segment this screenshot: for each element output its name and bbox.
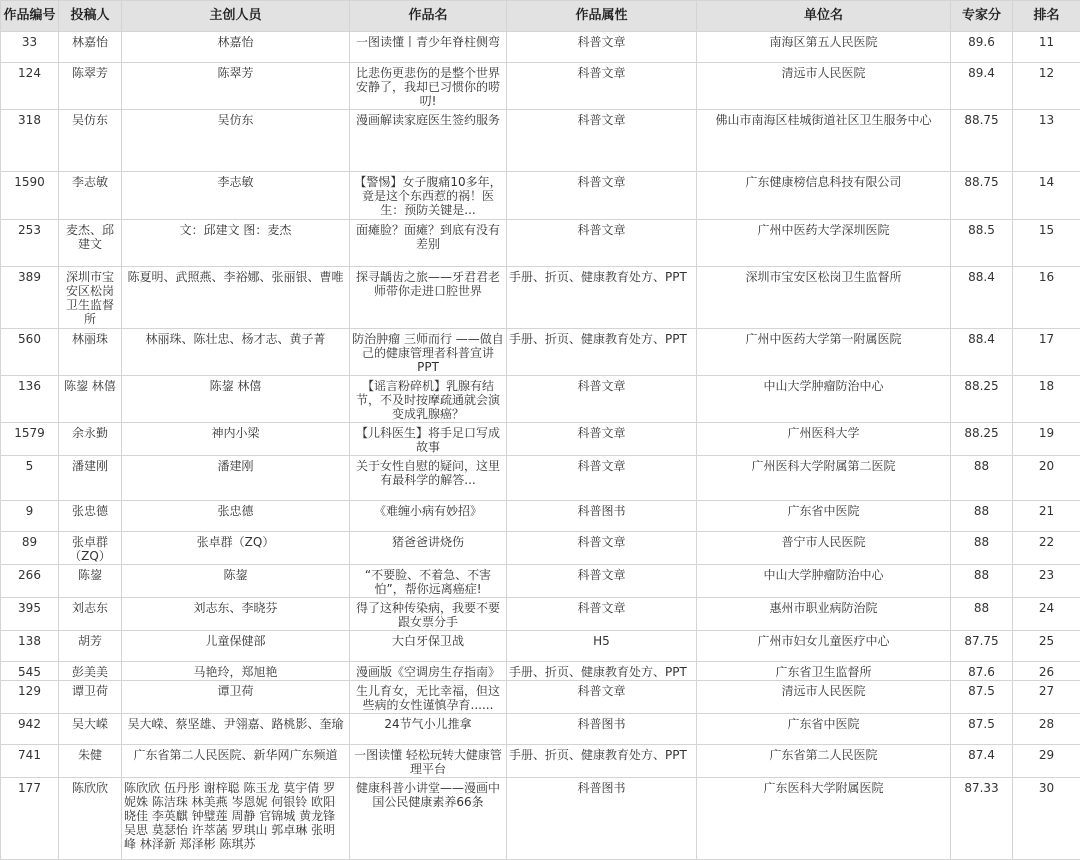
cell-type: 科普文章	[507, 532, 697, 565]
cell-score: 88	[951, 501, 1013, 532]
cell-creators: 广东省第二人民医院、新华网广东频道	[122, 745, 350, 778]
table-row	[1, 32, 1080, 63]
header-id: 作品编号	[1, 1, 59, 32]
table-row	[1, 681, 1080, 714]
cell-unit: 惠州市职业病防治院	[697, 598, 951, 631]
cell-title: 关于女性自慰的疑问，这里有最科学的解答...	[350, 456, 507, 501]
cell-unit: 广州医科大学	[697, 423, 951, 456]
cell-score: 88.25	[951, 376, 1013, 423]
cell-type: 科普文章	[507, 220, 697, 267]
cell-score: 87.75	[951, 631, 1013, 662]
cell-id: 33	[1, 32, 59, 63]
cell-title: 防治肿瘤 三师而行 ——做自己的健康管理者科普宣讲PPT	[350, 329, 507, 376]
cell-rank: 29	[1013, 745, 1080, 778]
cell-rank: 14	[1013, 172, 1080, 220]
cell-type: 科普文章	[507, 456, 697, 501]
cell-title: “不要脸、不着急、不害怕”，帮你远离癌症!	[350, 565, 507, 598]
cell-title: 得了这种传染病，我要不要跟女票分手	[350, 598, 507, 631]
cell-creators: 李志敏	[122, 172, 350, 220]
table-row	[1, 532, 1080, 565]
table-row	[1, 376, 1080, 423]
cell-submitter: 陈鋆 林僖	[59, 376, 122, 423]
header-row	[1, 1, 1080, 32]
cell-type: 科普文章	[507, 172, 697, 220]
cell-score: 88	[951, 565, 1013, 598]
cell-unit: 广州中医药大学深圳医院	[697, 220, 951, 267]
cell-rank: 11	[1013, 32, 1080, 63]
cell-title: 一图读懂 轻松玩转大健康管理平台	[350, 745, 507, 778]
cell-score: 88.5	[951, 220, 1013, 267]
cell-unit: 广东健康榜信息科技有限公司	[697, 172, 951, 220]
cell-unit: 普宁市人民医院	[697, 532, 951, 565]
cell-submitter: 潘建刚	[59, 456, 122, 501]
cell-submitter: 彭美美	[59, 662, 122, 681]
header-score: 专家分	[951, 1, 1013, 32]
cell-rank: 21	[1013, 501, 1080, 532]
cell-creators: 陈鋆	[122, 565, 350, 598]
cell-unit: 中山大学肿瘤防治中心	[697, 565, 951, 598]
cell-type: 科普图书	[507, 501, 697, 532]
cell-type: 科普文章	[507, 110, 697, 172]
cell-rank: 28	[1013, 714, 1080, 745]
cell-type: 科普文章	[507, 565, 697, 598]
cell-id: 741	[1, 745, 59, 778]
header-submitter: 投稿人	[59, 1, 122, 32]
cell-score: 87.33	[951, 778, 1013, 860]
cell-id: 9	[1, 501, 59, 532]
table-row	[1, 714, 1080, 745]
cell-title: 一图读懂丨青少年脊柱侧弯	[350, 32, 507, 63]
cell-unit: 佛山市南海区桂城街道社区卫生服务中心	[697, 110, 951, 172]
cell-submitter: 吴仿东	[59, 110, 122, 172]
cell-title: 24节气小儿推拿	[350, 714, 507, 745]
cell-rank: 22	[1013, 532, 1080, 565]
cell-creators: 林嘉怡	[122, 32, 350, 63]
cell-submitter: 林嘉怡	[59, 32, 122, 63]
table-row	[1, 631, 1080, 662]
cell-unit: 广东省中医院	[697, 501, 951, 532]
cell-score: 87.5	[951, 681, 1013, 714]
cell-creators: 陈欣欣 伍丹彤 谢梓聪 陈玉龙 莫宇倩 罗妮姝 陈洁珠 林美燕 岑恩妮 何银铃 欧阳晓佳 李英麒 钟璧莲 周静 官锦城 黄龙锋 吴思 莫瑟怡 许萃菡 罗琪山 郭卓琳 张明峰 林泽新 郑泽彬 陈琪苏	[122, 778, 350, 860]
cell-id: 138	[1, 631, 59, 662]
cell-type: H5	[507, 631, 697, 662]
cell-score: 87.6	[951, 662, 1013, 681]
cell-rank: 13	[1013, 110, 1080, 172]
cell-id: 253	[1, 220, 59, 267]
table-row	[1, 598, 1080, 631]
cell-submitter: 刘志东	[59, 598, 122, 631]
cell-submitter: 吴大嵘	[59, 714, 122, 745]
cell-unit: 广州市妇女儿童医疗中心	[697, 631, 951, 662]
cell-score: 88	[951, 456, 1013, 501]
cell-type: 手册、折页、健康教育处方、PPT	[507, 267, 697, 329]
cell-id: 942	[1, 714, 59, 745]
cell-id: 124	[1, 63, 59, 110]
cell-title: 面瘫脸？面瘫？到底有没有差别	[350, 220, 507, 267]
cell-type: 手册、折页、健康教育处方、PPT	[507, 329, 697, 376]
cell-rank: 15	[1013, 220, 1080, 267]
cell-rank: 26	[1013, 662, 1080, 681]
cell-score: 88.75	[951, 110, 1013, 172]
cell-unit: 清远市人民医院	[697, 681, 951, 714]
cell-rank: 20	[1013, 456, 1080, 501]
cell-type: 科普文章	[507, 423, 697, 456]
cell-submitter: 胡芳	[59, 631, 122, 662]
cell-id: 1579	[1, 423, 59, 456]
cell-submitter: 张卓群（ZQ）	[59, 532, 122, 565]
table-row	[1, 329, 1080, 376]
table-row	[1, 565, 1080, 598]
cell-submitter: 张忠德	[59, 501, 122, 532]
cell-type: 科普文章	[507, 681, 697, 714]
cell-title: 生儿育女，无比幸福，但这些病的女性谨慎孕育......	[350, 681, 507, 714]
cell-title: 【儿科医生】将手足口写成故事	[350, 423, 507, 456]
cell-creators: 张忠德	[122, 501, 350, 532]
cell-creators: 张卓群（ZQ）	[122, 532, 350, 565]
cell-creators: 儿童保健部	[122, 631, 350, 662]
cell-type: 科普图书	[507, 778, 697, 860]
cell-submitter: 陈欣欣	[59, 778, 122, 860]
cell-id: 560	[1, 329, 59, 376]
cell-creators: 陈翠芳	[122, 63, 350, 110]
cell-id: 89	[1, 532, 59, 565]
cell-creators: 林丽珠、陈壮忠、杨才志、黄子菁	[122, 329, 350, 376]
cell-unit: 南海区第五人民医院	[697, 32, 951, 63]
table-row	[1, 456, 1080, 501]
cell-title: 比悲伤更悲伤的是整个世界安静了，我却已习惯你的唠叨!	[350, 63, 507, 110]
table-row	[1, 423, 1080, 456]
cell-creators: 吴大嵘、蔡坚雄、尹翎嘉、路桃影、奎瑜	[122, 714, 350, 745]
cell-rank: 16	[1013, 267, 1080, 329]
cell-id: 177	[1, 778, 59, 860]
cell-creators: 吴仿东	[122, 110, 350, 172]
table-row	[1, 63, 1080, 110]
cell-creators: 神内小梁	[122, 423, 350, 456]
cell-submitter: 李志敏	[59, 172, 122, 220]
cell-rank: 24	[1013, 598, 1080, 631]
cell-title: 【谣言粉碎机】乳腺有结节，不及时按摩疏通就会演变成乳腺癌？	[350, 376, 507, 423]
cell-submitter: 谭卫荷	[59, 681, 122, 714]
cell-score: 89.4	[951, 63, 1013, 110]
cell-submitter: 林丽珠	[59, 329, 122, 376]
table-row	[1, 662, 1080, 681]
cell-rank: 12	[1013, 63, 1080, 110]
cell-id: 389	[1, 267, 59, 329]
cell-unit: 广东省第二人民医院	[697, 745, 951, 778]
cell-id: 266	[1, 565, 59, 598]
table-row	[1, 745, 1080, 778]
header-type: 作品属性	[507, 1, 697, 32]
cell-creators: 陈鋆 林僖	[122, 376, 350, 423]
cell-rank: 18	[1013, 376, 1080, 423]
cell-score: 88.75	[951, 172, 1013, 220]
cell-creators: 刘志东、李晓芬	[122, 598, 350, 631]
cell-type: 科普文章	[507, 32, 697, 63]
cell-unit: 广东省中医院	[697, 714, 951, 745]
header-title: 作品名	[350, 1, 507, 32]
cell-submitter: 陈翠芳	[59, 63, 122, 110]
cell-score: 88	[951, 532, 1013, 565]
cell-submitter: 朱健	[59, 745, 122, 778]
cell-rank: 23	[1013, 565, 1080, 598]
header-unit: 单位名	[697, 1, 951, 32]
table-row	[1, 267, 1080, 329]
cell-title: 漫画版《空调房生存指南》	[350, 662, 507, 681]
cell-creators: 马艳玲，郑旭艳	[122, 662, 350, 681]
cell-unit: 广东医科大学附属医院	[697, 778, 951, 860]
cell-title: 大白牙保卫战	[350, 631, 507, 662]
cell-type: 科普图书	[507, 714, 697, 745]
header-rank: 排名	[1013, 1, 1080, 32]
cell-type: 科普文章	[507, 598, 697, 631]
table-row	[1, 110, 1080, 172]
cell-score: 88.4	[951, 267, 1013, 329]
cell-id: 318	[1, 110, 59, 172]
cell-rank: 17	[1013, 329, 1080, 376]
cell-submitter: 深圳市宝安区松岗卫生监督所	[59, 267, 122, 329]
cell-id: 395	[1, 598, 59, 631]
cell-id: 1590	[1, 172, 59, 220]
cell-type: 手册、折页、健康教育处方、PPT	[507, 662, 697, 681]
cell-title: 猪爸爸讲烧伤	[350, 532, 507, 565]
cell-rank: 25	[1013, 631, 1080, 662]
cell-type: 手册、折页、健康教育处方、PPT	[507, 745, 697, 778]
cell-id: 545	[1, 662, 59, 681]
cell-unit: 深圳市宝安区松岗卫生监督所	[697, 267, 951, 329]
cell-id: 136	[1, 376, 59, 423]
cell-creators: 陈夏明、武照燕、李裕娜、张丽银、曹唯	[122, 267, 350, 329]
table-row	[1, 501, 1080, 532]
cell-rank: 19	[1013, 423, 1080, 456]
header-creators: 主创人员	[122, 1, 350, 32]
cell-id: 129	[1, 681, 59, 714]
cell-unit: 广州医科大学附属第二医院	[697, 456, 951, 501]
cell-rank: 27	[1013, 681, 1080, 714]
cell-score: 88.4	[951, 329, 1013, 376]
cell-unit: 广州中医药大学第一附属医院	[697, 329, 951, 376]
cell-title: 【警惕】女子腹痛10多年，竟是这个东西惹的祸！医生：预防关键是...	[350, 172, 507, 220]
cell-title: 健康科普小讲堂——漫画中国公民健康素养66条	[350, 778, 507, 860]
cell-creators: 谭卫荷	[122, 681, 350, 714]
cell-score: 87.4	[951, 745, 1013, 778]
cell-score: 88.25	[951, 423, 1013, 456]
cell-type: 科普文章	[507, 376, 697, 423]
cell-title: 探寻龋齿之旅——牙君君老师带你走进口腔世界	[350, 267, 507, 329]
cell-creators: 潘建刚	[122, 456, 350, 501]
cell-creators: 文：邱建文 图：麦杰	[122, 220, 350, 267]
cell-type: 科普文章	[507, 63, 697, 110]
cell-title: 《难缠小病有妙招》	[350, 501, 507, 532]
cell-unit: 广东省卫生监督所	[697, 662, 951, 681]
table-row	[1, 778, 1080, 860]
cell-submitter: 麦杰、邱建文	[59, 220, 122, 267]
cell-unit: 中山大学肿瘤防治中心	[697, 376, 951, 423]
table-row	[1, 220, 1080, 267]
cell-submitter: 余永勤	[59, 423, 122, 456]
cell-id: 5	[1, 456, 59, 501]
cell-score: 88	[951, 598, 1013, 631]
cell-score: 89.6	[951, 32, 1013, 63]
cell-title: 漫画解读家庭医生签约服务	[350, 110, 507, 172]
cell-unit: 清远市人民医院	[697, 63, 951, 110]
cell-submitter: 陈鋆	[59, 565, 122, 598]
cell-score: 87.5	[951, 714, 1013, 745]
cell-rank: 30	[1013, 778, 1080, 860]
table-row	[1, 172, 1080, 220]
